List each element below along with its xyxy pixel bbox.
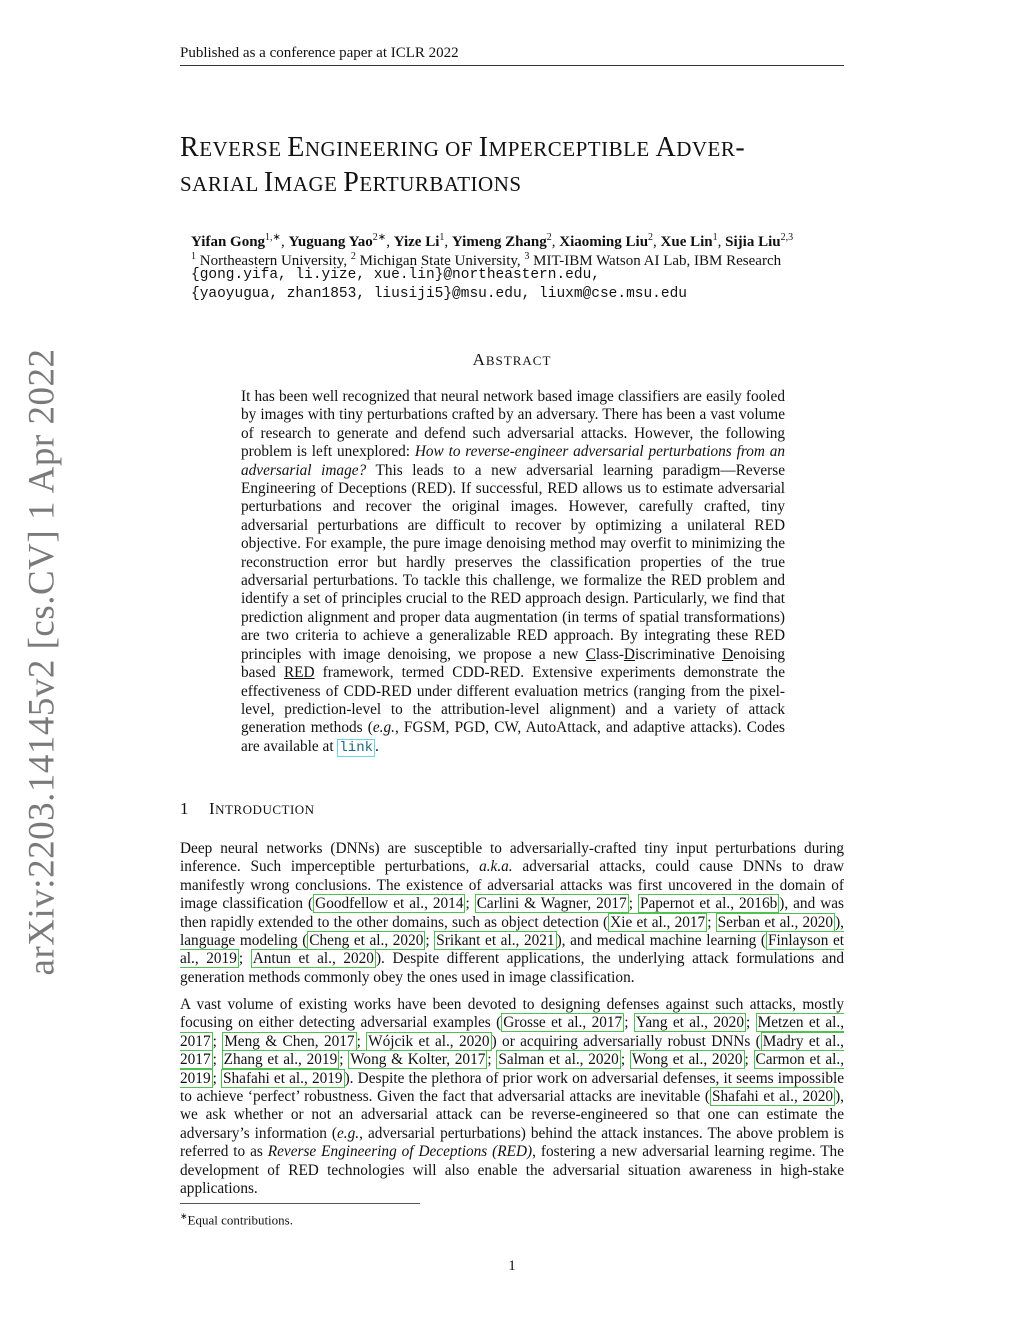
email-line-1: {gong.yifa, li.yize, xue.lin}@northeastern.edu,: [191, 267, 600, 283]
abstract-heading: ABSTRACT: [472, 350, 552, 369]
citation-link[interactable]: Shafahi et al., 2020: [712, 1088, 834, 1106]
intro-paragraph-2: A vast volume of existing works have been devoted to designing defenses against such attacks, mostly focusing on either detecting adversarial examples ( Grosse et al., 2017 ; Yang et al., 2020 ; Metzen et al., 2017 ; Meng & Chen, 2017 ; Wójcik et al., 2020 ) or acquiring adversarially robust DNNs ( Madry et al., 2017 ; Zhang et al., 2019 ; Wong & Kolter, 2017 ; Salman et al., 2020 ; Wong et al., 2020 ; Carmon et al., 2019 ; Shafahi et al., 2019 ). Despite the plethora of prior work on adversarial defenses, it seems impossible to achieve ‘perfect’ robustness. Given the fact that adversarial attacks are inevitable ( Shafahi et al., 2020 ), we ask whether or not an adversarial attack can be reverse-engineered so that one can estimate the adversary’s information (e.g., adversarial perturbations) behind the attack instances. The above problem is referred to as Reverse Engineering of Deceptions (RED), fostering a new adversarial learning regime. The development of RED technologies will also enable the adversarial situation awareness in high-stake applications.: [180, 996, 845, 1198]
citation-link[interactable]: Serban et al., 2020: [717, 913, 834, 931]
author-name: Xiaoming Liu: [559, 234, 649, 250]
affiliations: $^1$ Northeastern University, $^2$ Michigan State University, $^3$ MIT-IBM Watson AI Lab, IBM Research: [191, 251, 782, 269]
paper-title: [180, 131, 860, 201]
citation-link[interactable]: Wong & Kolter, 2017: [350, 1051, 486, 1069]
author-name: Yifan Gong: [191, 234, 266, 250]
citation-link[interactable]: Yang et al., 2020: [635, 1014, 744, 1032]
citation-link[interactable]: Carmon et al., 2019: [180, 1051, 845, 1087]
author-name: Yize Li: [393, 234, 440, 250]
citation-link[interactable]: Shafahi et al., 2019: [223, 1069, 343, 1087]
page-number: 1: [508, 1258, 516, 1274]
section-heading-introduction: 1 INTRODUCTION: [180, 799, 315, 818]
code-link[interactable]: link: [339, 739, 373, 756]
footnote-divider: [180, 1203, 420, 1204]
author-list: Yifan Gong$^{1,∗}$, Yuguang Yao$^{2∗}$, Yize Li$^1$, Yimeng Zhang$^2$, Xiaoming Liu$^2$, Xue Lin$^1$, Sijia Liu$^{2,3}$: [191, 232, 794, 250]
abstract-body: It has been well recognized that neural network based image classifiers are easily fooled by images with tiny perturbations crafted by an adversary. There has been a vast volume of research to generate and defend such adversarial attacks. However, the following problem is left unexplored: How to reverse-engineer adversarial perturbations from an adversarial image? This leads to a new adversarial learning paradigm—Reverse Engineering of Deceptions (RED). If successful, RED allows us to estimate adversarial perturbations and recover the original images. However, carefully crafted, tiny adversarial perturbations are difficult to recover by optimizing a unilateral RED objective. For example, the pure image denoising method may overfit to minimizing the reconstruction error but hardly preserves the classification properties of the true adversarial perturbations. To tackle this challenge, we formalize the RED problem and identify a set of principles crucial to the RED approach design. Particularly, we find that prediction alignment and proper data augmentation (in terms of spatial transformations) are two criteria to achieve a generalizable RED approach. By integrating these RED principles with image denoising, we propose a new Class-Discriminative Denoising based RED framework, termed CDD-RED. Extensive experiments demonstrate the effectiveness of CDD-RED under different evaluation metrics (ranging from the pixel-level, prediction-level to the attribution-level alignment) and a variety of attack generation methods (e.g., FGSM, PGD, CW, AutoAttack, and adaptive attacks). Codes are available at link .: [241, 388, 785, 756]
citation-link[interactable]: Wong et al., 2020: [631, 1051, 743, 1069]
footnote: ∗Equal contributions.: [180, 1211, 293, 1228]
arxiv-sidebar: [12, 348, 72, 976]
citation-link[interactable]: Madry et al., 2017: [180, 1032, 844, 1069]
citation-link[interactable]: Carlini & Wagner, 2017: [476, 895, 627, 913]
citation-link[interactable]: Grosse et al., 2017: [503, 1014, 623, 1032]
citation-link[interactable]: Finlayson et al., 2019: [180, 932, 845, 968]
author-name: Yimeng Zhang: [451, 234, 547, 250]
arxiv-identifier[interactable]: arXiv:2203.14145v2 [cs.CV] 1 Apr 2022: [21, 348, 63, 976]
citation-link[interactable]: Antun et al., 2020: [252, 950, 374, 968]
citation-link[interactable]: Salman et al., 2020: [498, 1051, 619, 1069]
citation-link[interactable]: Zhang et al., 2019: [223, 1051, 338, 1069]
email-line-2: {yaoyugua, zhan1853, liusiji5}@msu.edu, liuxm@cse.msu.edu: [191, 286, 687, 302]
title-line-2: SARIAL IMAGE PERTURBATIONS: [180, 167, 522, 198]
citation-link[interactable]: Papernot et al., 2016b: [639, 895, 778, 913]
citation-link[interactable]: Metzen et al., 2017: [180, 1014, 845, 1050]
citation-link[interactable]: Wójcik et al., 2020: [368, 1032, 490, 1050]
citation-link[interactable]: Srikant et al., 2021: [436, 932, 555, 950]
citation-link[interactable]: Meng & Chen, 2017: [224, 1032, 355, 1050]
author-name: Yuguang Yao: [288, 234, 373, 250]
citation-link[interactable]: Goodfellow et al., 2014: [315, 895, 464, 913]
author-name: Xue Lin: [660, 234, 713, 250]
intro-paragraph-1: Deep neural networks (DNNs) are susceptible to adversarially-crafted tiny input perturbations during inference. Such imperceptible perturbations, a.k.a. adversarial attacks, could cause DNNs to draw manifestly wrong conclusions. The existence of adversarial attacks was first uncovered in the domain of image classification ( Goodfellow et al., 2014 ; Carlini & Wagner, 2017 ; Papernot et al., 2016b ), and was then rapidly extended to the other domains, such as object detection ( Xie et al., 2017 ; Serban et al., 2020 ), language modeling ( Cheng et al., 2020 ; Srikant et al., 2021 ), and medical machine learning ( Finlayson et al., 2019 ; Antun et al., 2020 ). Despite different applications, the underlying attack formulations and generation methods commonly obey the ones used in image classification.: [180, 840, 845, 986]
running-header: Published as a conference paper at ICLR 2022: [180, 44, 844, 66]
author-name: Sijia Liu: [725, 234, 781, 250]
citation-link[interactable]: Xie et al., 2017: [610, 913, 706, 931]
title-line-1: REVERSE ENGINEERING OF IMPERCEPTIBLE ADVER-: [180, 132, 746, 163]
citation-link[interactable]: Cheng et al., 2020: [309, 932, 424, 950]
